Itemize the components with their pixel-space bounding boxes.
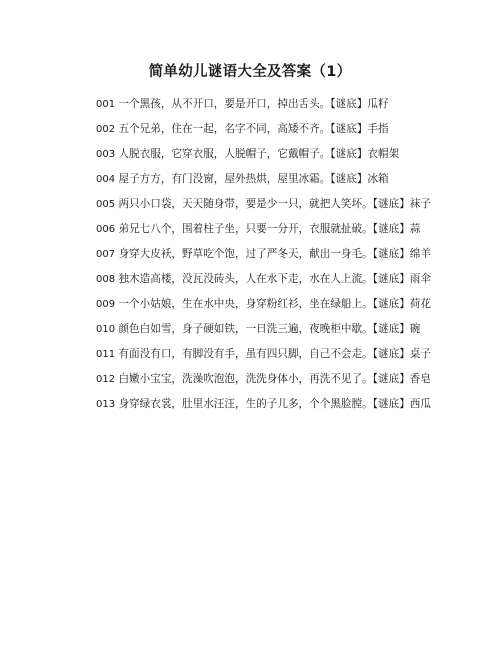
riddle-item	[74, 96, 436, 113]
riddle-number: 005	[96, 199, 116, 210]
riddle-item	[74, 146, 436, 163]
riddle-text: 有面没有口，有脚没有手，虽有四只脚，自己不会走。【谜底】桌子	[118, 348, 431, 360]
riddle-item	[74, 196, 436, 213]
riddle-item	[74, 171, 436, 188]
riddle-item	[74, 346, 436, 363]
riddle-text: 一个黑孩，从不开口，要是开口，掉出舌头。【谜底】瓜籽	[118, 98, 389, 110]
riddle-number: 012	[96, 374, 116, 385]
riddle-item	[74, 221, 436, 238]
riddle-item	[74, 321, 436, 338]
riddle-number: 011	[96, 349, 116, 360]
page-title: 简单幼儿谜语大全及答案（1）	[148, 64, 352, 80]
riddle-text: 弟兄七八个，围着柱子坐，只要一分开，衣服就扯破。【谜底】蒜	[118, 223, 421, 235]
riddle-number: 010	[96, 324, 116, 335]
riddle-number: 003	[96, 149, 116, 160]
riddle-item	[74, 396, 436, 413]
riddle-text: 独木造高楼，没瓦没砖头，人在水下走，水在人上流。【谜底】雨伞	[118, 273, 431, 285]
riddle-number: 009	[96, 299, 116, 310]
riddle-item	[74, 371, 436, 388]
riddle-text: 身穿绿衣裳，肚里水汪汪，生的子儿多，个个黑脸膛。【谜底】西瓜	[118, 398, 431, 410]
riddle-number: 001	[96, 99, 116, 110]
riddle-list	[74, 96, 436, 421]
riddle-number: 006	[96, 224, 116, 235]
riddle-text: 身穿大皮袄，野草吃个饱，过了严冬天，献出一身毛。【谜底】绵羊	[118, 248, 431, 260]
riddle-item	[74, 296, 436, 313]
riddle-number: 004	[96, 174, 116, 185]
riddle-text: 颜色白如雪，身子硬如铁，一日洗三遍，夜晚柜中歇。【谜底】碗	[118, 323, 421, 335]
riddle-text: 一个小姑娘，生在水中央，身穿粉红衫，坐在绿船上。【谜底】荷花	[118, 298, 431, 310]
riddle-number: 007	[96, 249, 116, 260]
riddle-text: 两只小口袋，天天随身带，要是少一只，就把人笑坏。【谜底】袜子	[118, 198, 431, 210]
riddle-item	[74, 271, 436, 288]
riddle-text: 人脱衣服，它穿衣服，人脱帽子，它戴帽子。【谜底】衣帽架	[118, 148, 400, 160]
riddle-text: 五个兄弟，住在一起，名字不同，高矮不齐。【谜底】手指	[118, 123, 389, 135]
riddle-item	[74, 121, 436, 138]
riddle-number: 013	[96, 399, 116, 410]
riddle-text: 白嫩小宝宝，洗澡吹泡泡，洗洗身体小，再洗不见了。【谜底】香皂	[118, 373, 431, 385]
riddle-number: 002	[96, 124, 116, 135]
riddle-text: 屋子方方，有门没窗，屋外热烘，屋里冰霜。【谜底】冰箱	[118, 173, 389, 185]
riddle-number: 008	[96, 274, 116, 285]
riddle-item	[74, 246, 436, 263]
